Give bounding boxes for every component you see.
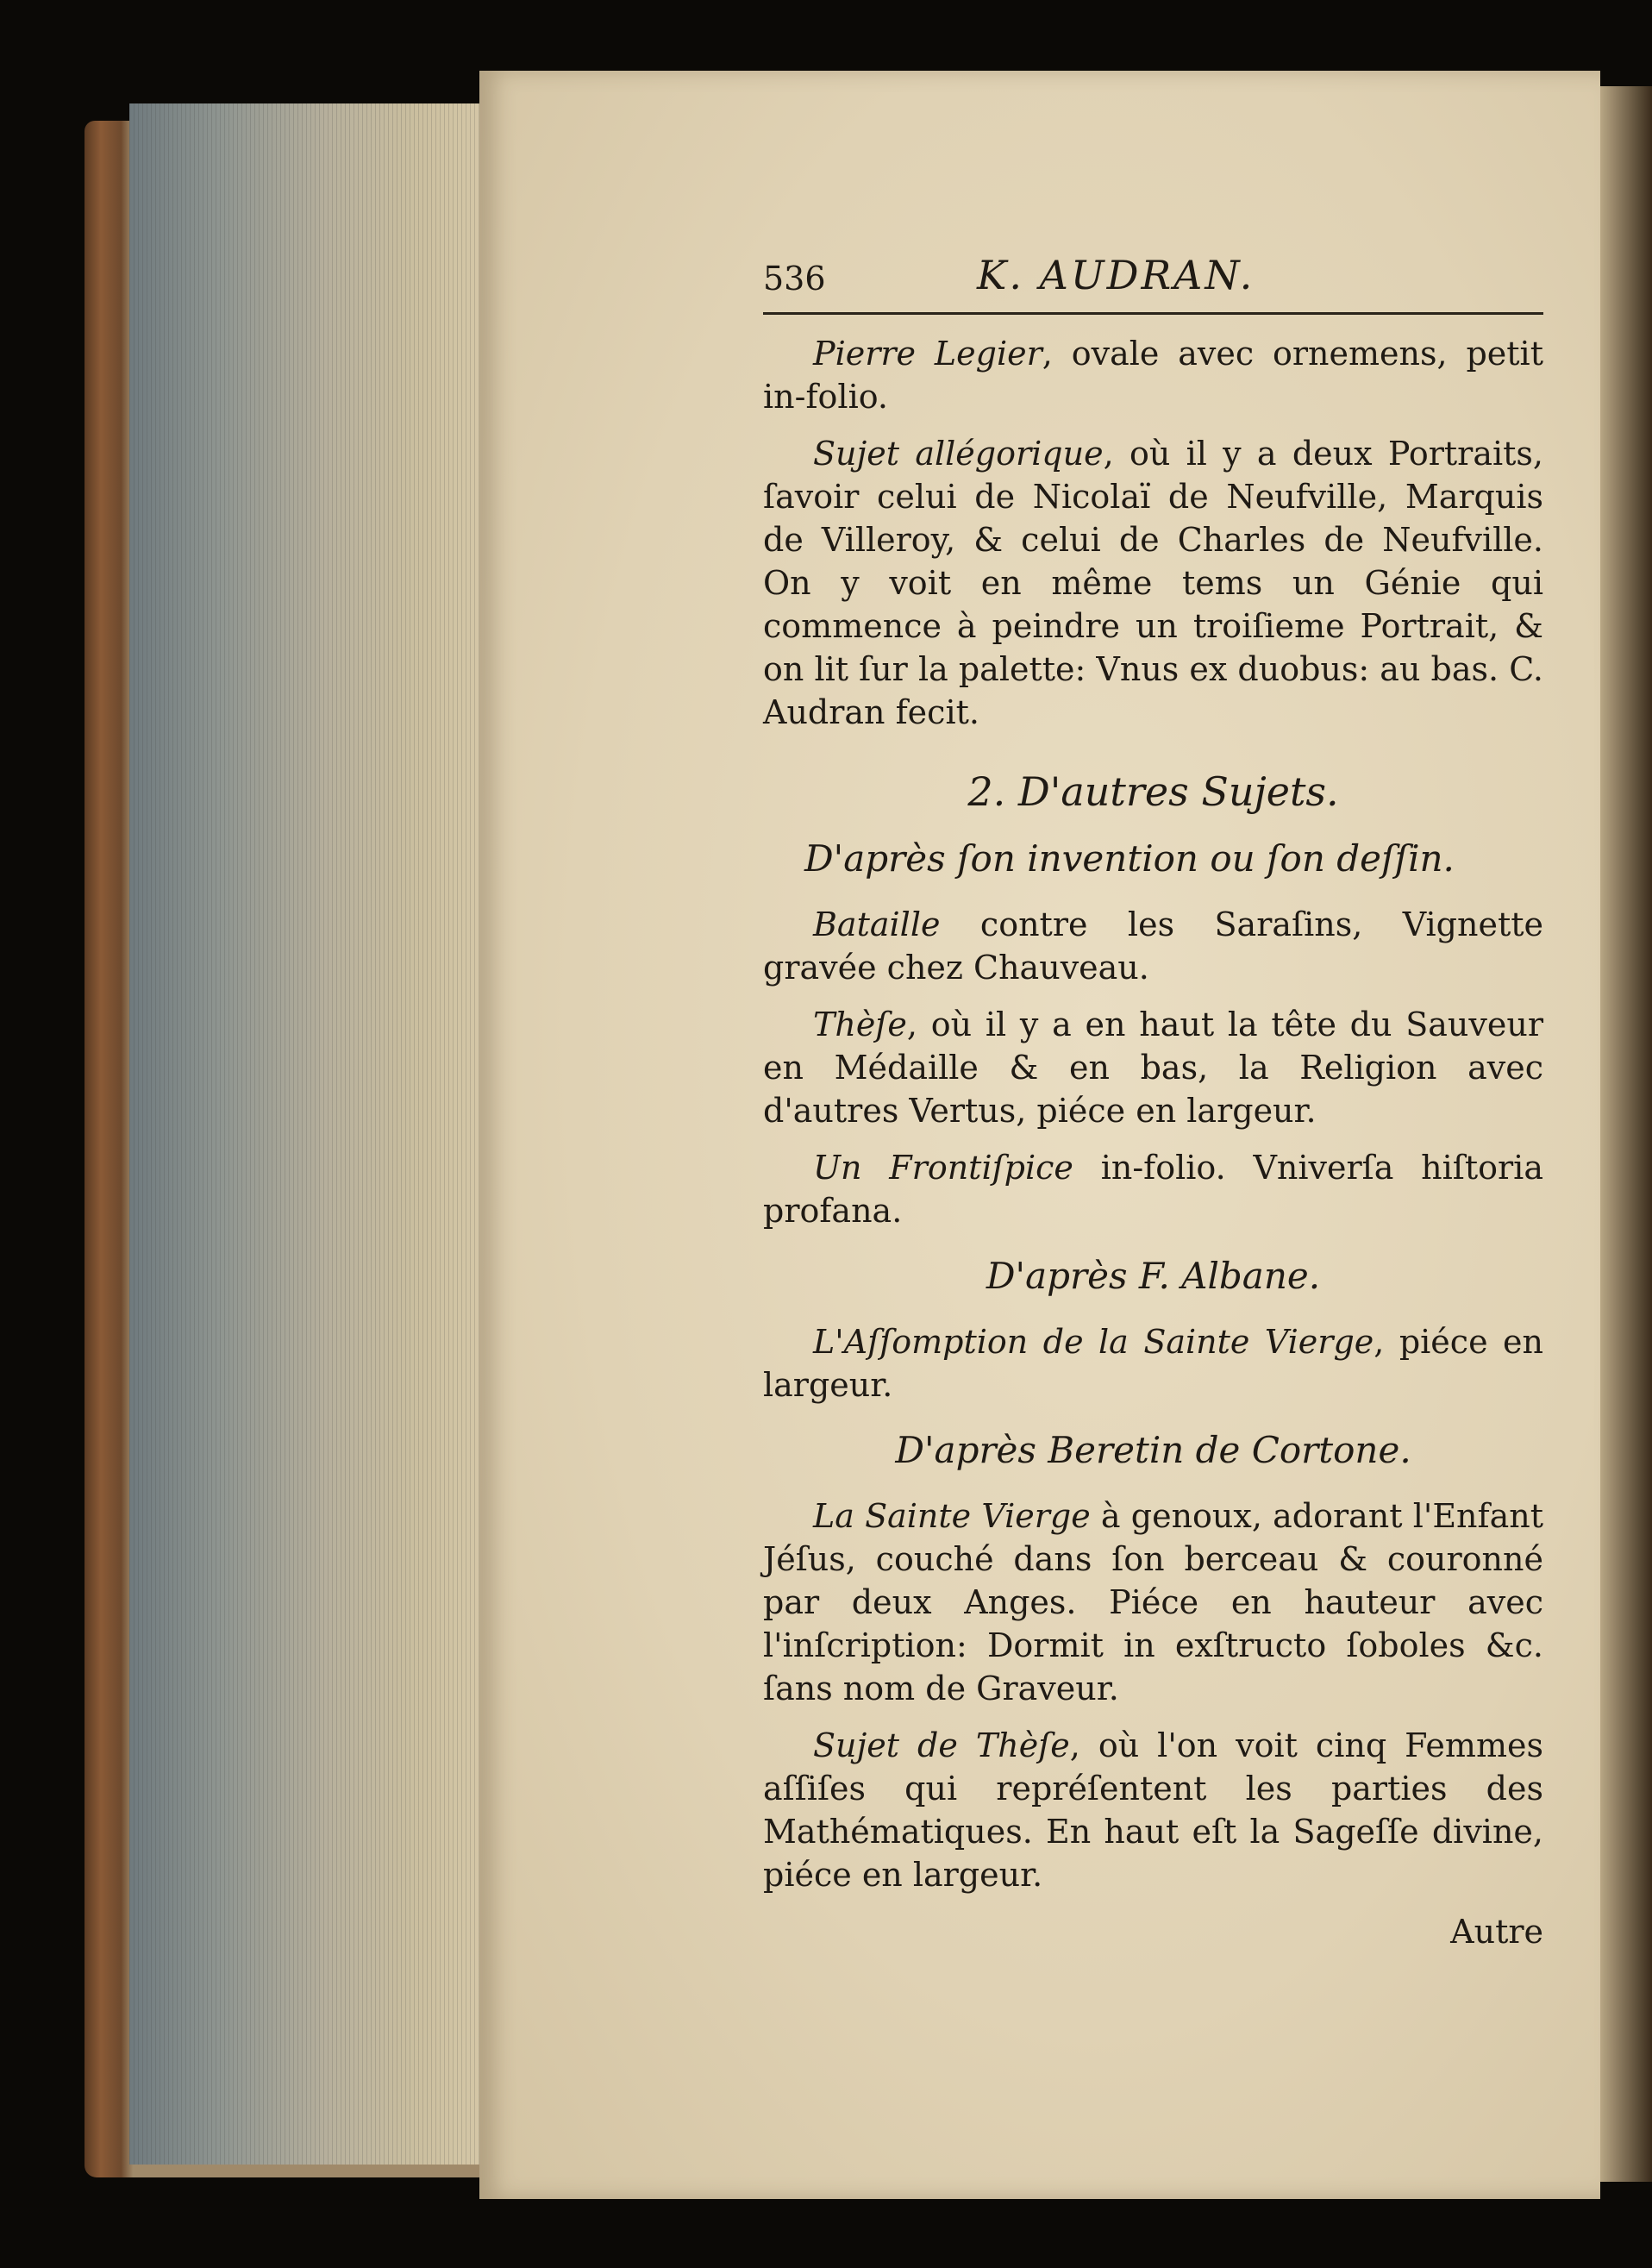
entry-text: , où il y a deux Portraits, ſavoir celui de Nicolaï de Neufville, Marquis de Villeroy, & celui de Charles de Neufville. On y voit en même tems un Génie qui commence à peindre un troiſieme Portrait, & on lit ſur la palette: Vnus ex duobus: au bas. C. Audran fecit. [763, 435, 1544, 731]
section-heading: 2. D'autres Sujets. [967, 768, 1339, 815]
entry-text: in-folio. Vniverſa hiſtoria profana. [763, 1149, 1543, 1230]
entry-title: Sujet allégorique [813, 435, 1104, 473]
entry-sujet-allegorique [763, 432, 1543, 734]
running-head-title: K. AUDRAN. [977, 252, 1255, 298]
entry-title: La Sainte Vierge [813, 1497, 1091, 1535]
entry-sainte-vierge [763, 1494, 1543, 1710]
entry-title: L'Aſſomption de la Sainte Vierge [813, 1323, 1374, 1361]
subsection-albane: D'après F. Albane. [986, 1255, 1321, 1297]
entry-title: Pierre Legier [813, 335, 1042, 373]
page-text-block [763, 252, 1543, 1953]
next-page-edge [1600, 86, 1652, 2182]
entry-frontispice [763, 1146, 1543, 1232]
page-number: 536 [763, 260, 826, 298]
entry-title: Un Frontiſpice [813, 1149, 1073, 1187]
entry-text: , où il y a en haut la tête du Sauveur en Médaille & en bas, la Religion avec d'autres Vertus, piéce en largeur. [763, 1006, 1543, 1130]
catchword: Autre [1450, 1913, 1543, 1951]
entry-pierre-legier [763, 332, 1543, 418]
entry-text: contre les Saraſins, Vignette gravée chez Chauveau. [763, 905, 1543, 987]
entry-text: , ovale avec ornemens, petit in-folio. [763, 335, 1543, 416]
entry-title: Bataille [813, 905, 941, 943]
entry-text: , piéce en largeur. [763, 1323, 1543, 1404]
entry-assomption [763, 1320, 1543, 1407]
entry-sujet-these [763, 1724, 1543, 1896]
running-head [763, 252, 1543, 315]
entry-title: Thèſe [813, 1006, 907, 1043]
page-stack-edges [129, 103, 491, 2165]
subsection-cortone: D'après Beretin de Cortone. [895, 1429, 1411, 1471]
entry-text: , où l'on voit cinq Femmes aſſiſes qui repréſentent les parties des Mathématiques. En haut eſt la Sageſſe divine, piéce en largeur. [763, 1726, 1543, 1894]
entry-title: Sujet de Thèſe [813, 1726, 1070, 1764]
subsection-own-invention: D'après ſon invention ou ſon deſſin. [804, 837, 1455, 880]
entry-these [763, 1003, 1543, 1132]
entry-text: à genoux, adorant l'Enfant Jéſus, couché dans ſon berceau & couronné par deux Anges. Piéce en hauteur avec l'inſcription: Dormit in exſtructo ſoboles &c. ſans nom de Graveur. [763, 1497, 1543, 1707]
entry-bataille [763, 903, 1543, 989]
